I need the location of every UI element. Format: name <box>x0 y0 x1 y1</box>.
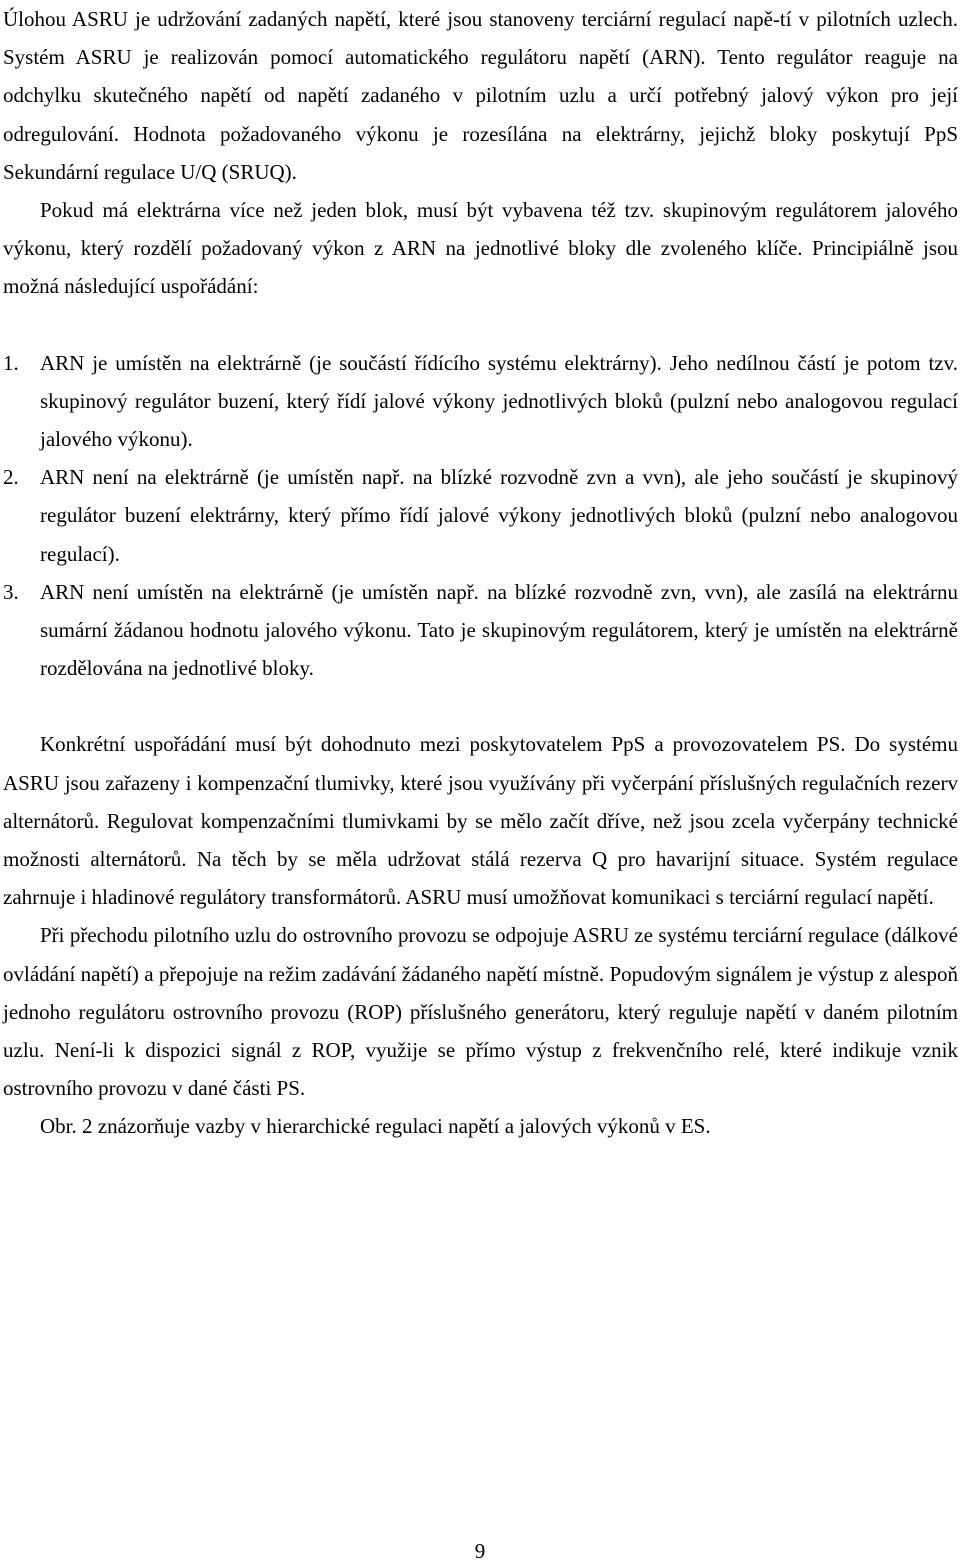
list-item-number: 3. <box>3 579 19 604</box>
list-item <box>3 344 958 459</box>
paragraph-asru-intro: Úlohou ASRU je udržování zadaných napětí, které jsou stanoveny terciární regulací napě-tí v pilotních uzlech. Systém ASRU je realizován pomocí automatického regulátoru napětí (ARN). Tento regulátor reaguje na odchylku skutečného napětí od napětí zadaného v pilotním uzlu a určí potřebný jalový výkon pro její odregulování. Hodnota požadovaného výkonu je rozesílána na elektrárny, jejichž bloky poskytují PpS Sekundární regulace U/Q (SRUQ). <box>3 7 958 184</box>
list-item-text: ARN je umístěn na elektrárně (je součástí řídícího systému elektrárny). Jeho nedílnou částí je potom tzv. skupinový regulátor buzení, který řídí jalové výkony jednotlivých bloků (pulzní nebo analogovou regulací jalového výkonu). <box>40 350 958 452</box>
list-item <box>3 458 958 573</box>
page-number: 9 <box>474 1539 486 1563</box>
list-item-text: ARN není na elektrárně (je umístěn např. na blízké rozvodně zvn a vvn), ale jeho součástí je skupinový regulátor buzení elektrárny, který přímo řídí jalové výkony jednotlivých bloků (pulzní nebo analogovou regulací). <box>40 465 958 566</box>
spacer <box>3 687 958 725</box>
list-item-number: 1. <box>3 350 19 375</box>
paragraph-island-operation: Při přechodu pilotního uzlu do ostrovního provozu se odpojuje ASRU ze systému terciární regulace (dálkové ovládání napětí) a přepojuje na režim zadávání žádaného napětí místně. Popudovým signálem je výstup z alespoň jednoho regulátoru ostrovního provozu (ROP) příslušného generátoru, který reguluje napětí v daném pilotním uzlu. Není-li k dispozici signál z ROP, využije se přímo výstup z frekvenčního relé, které indikuje vznik ostrovního provozu v dané části PS. <box>3 923 958 1101</box>
paragraph-arrangement-agreement: Konkrétní uspořádání musí být dohodnuto mezi poskytovatelem PpS a provozovatelem PS. Do systému ASRU jsou zařazeny i kompenzační tlumivky, které jsou využívány při vyčerpání příslušných regulačních rezerv alternátorů. Regulovat kompenzačními tlumivkami by se mělo začít dříve, než jsou zcela vyčerpány technické možnosti alternátorů. Na těch by se měla udržovat stálá rezerva Q pro havarijní situace. Systém regulace zahrnuje i hladinové regulátory transformátorů. ASRU musí umožňovat komunikaci s terciární regulací napětí. <box>3 732 958 910</box>
paragraph-figure-reference: Obr. 2 znázorňuje vazby v hierarchické regulaci napětí a jalových výkonů v ES. <box>40 1114 711 1139</box>
list-item-text: ARN není umístěn na elektrárně (je umístěn např. na blízké rozvodně zvn, vvn), ale zasílá na elektrárnu sumární žádanou hodnotu jalového výkonu. Tato je skupinovým regulátorem, který je umístěn na elektrárně rozdělována na jednotlivé bloky. <box>40 579 958 681</box>
paragraph-power-plant-blocks: Pokud má elektrárna více než jeden blok, musí být vybavena též tzv. skupinovým regulátorem jalového výkonu, který rozdělí požadovaný výkon z ARN na jednotlivé bloky dle zvoleného klíče. Principiálně jsou možná následující uspořádání: <box>3 198 958 299</box>
list-item-number: 2. <box>3 465 19 490</box>
spacer <box>3 306 958 344</box>
arrangement-list <box>3 344 958 688</box>
list-item <box>3 573 958 688</box>
document-page <box>3 0 958 1146</box>
